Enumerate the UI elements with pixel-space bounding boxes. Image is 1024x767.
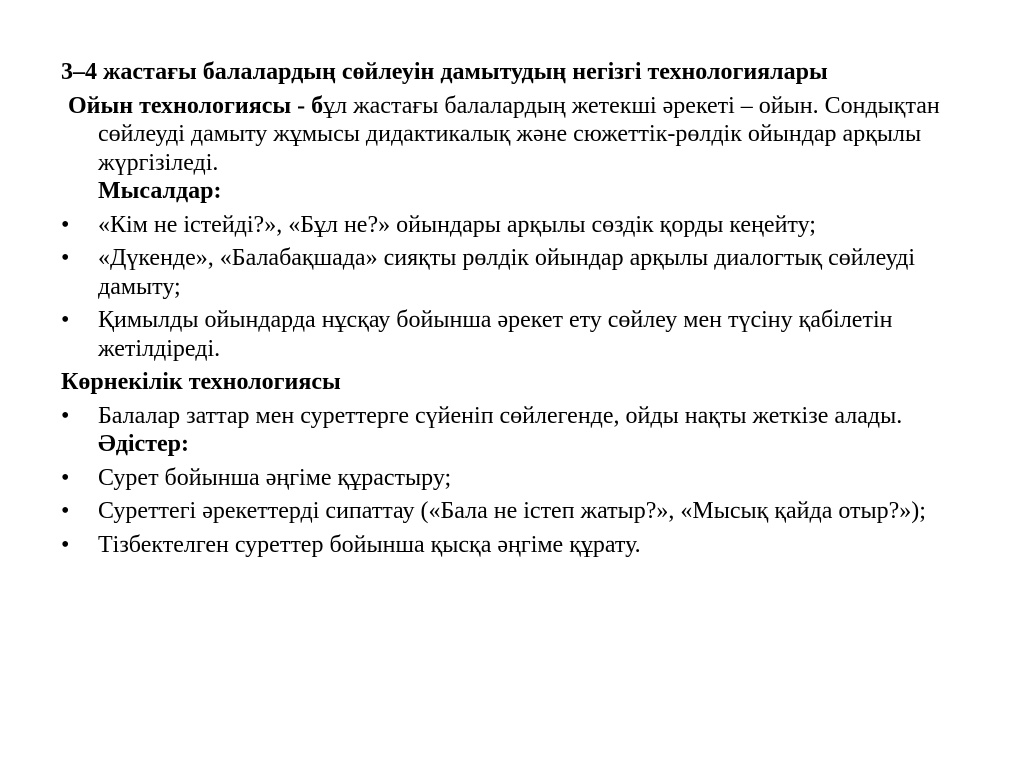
- bullet-icon: •: [61, 307, 70, 333]
- list-item: [61, 211, 981, 240]
- list-item: [61, 402, 981, 431]
- bullet-icon: •: [61, 531, 70, 558]
- bullet-icon: •: [61, 211, 70, 238]
- list-item-text: Балалар заттар мен суреттерге сүйеніп сөйлегенде, ойды нақты жеткізе алады.: [98, 402, 903, 429]
- list-item-text: Қимылды ойындарда нұсқау бойынша әрекет ету сөйлеу мен түсіну қабілетін жетілдіреді.: [98, 307, 893, 362]
- list-item-text: Суреттегі әрекеттерді сипаттау («Бала не істеп жатыр?», «Мысық қайда отыр?»);: [98, 498, 926, 524]
- game-technology-heading: Ойын технологиясы -: [68, 92, 312, 119]
- bullet-icon: •: [61, 245, 70, 271]
- list-item: [61, 244, 981, 301]
- list-item-text: «Кім не істейді?», «Бұл не?» ойындары арқылы сөздік қорды кеңейту;: [98, 211, 816, 238]
- visual-technology-heading: Көрнекілік технологиясы: [61, 369, 341, 395]
- list-item-text: Сурет бойынша әңгіме құрастыру;: [98, 464, 452, 491]
- bullet-icon: •: [61, 464, 70, 491]
- slide-title: 3–4 жастағы балалардың сөйлеуін дамытудың негізгі технологиялары: [61, 59, 828, 85]
- list-item: [61, 497, 981, 526]
- list-item-text: Тізбектелген суреттер бойынша қысқа әңгіме құрату.: [98, 531, 641, 558]
- list-item: [61, 531, 981, 560]
- slide-body: [61, 58, 981, 559]
- bullet-icon: •: [61, 402, 70, 429]
- game-technology-intro: ұл жастағы балалардың жетекші әрекеті – ойын. Сондықтан сөйлеуді дамыту жұмысы дидактикалық және сюжеттік-рөлдік ойындар арқылы жүргізіледі.: [98, 92, 940, 176]
- visual-intro-list: [61, 402, 981, 431]
- examples-label: Мысалдар:: [98, 178, 222, 204]
- game-technology-intro-bold-letter: б: [311, 92, 324, 119]
- game-technology-paragraph: [61, 92, 981, 178]
- visual-methods-list: [61, 464, 981, 560]
- methods-label: Әдістер:: [98, 431, 189, 457]
- list-item: [61, 306, 981, 363]
- list-item: [61, 464, 981, 493]
- game-examples-list: [61, 211, 981, 364]
- bullet-icon: •: [61, 498, 70, 524]
- list-item-text: «Дүкенде», «Балабақшада» сияқты рөлдік ойындар арқылы диалогтық сөйлеуді дамыту;: [98, 245, 916, 300]
